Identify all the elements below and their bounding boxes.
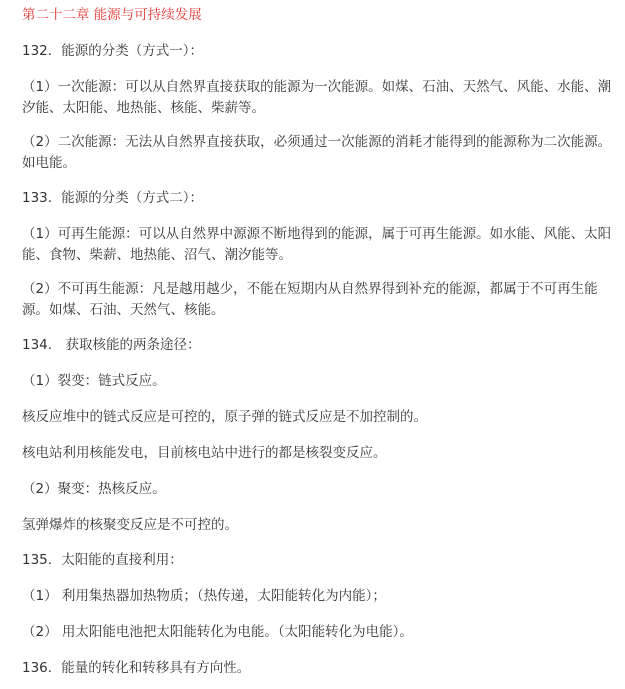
section-135-heading: 135．太阳能的直接利用： bbox=[22, 552, 183, 568]
solar-cell-paragraph: （2） 用太阳能电池把太阳能转化为电能。（太阳能转化为电能）。 bbox=[22, 624, 413, 640]
renewable-energy-paragraph: （1）可再生能源：可以从自然界中源源不断地得到的能源，属于可再生能源。如水能、风能、太阳能、食物、柴薪、地热能、沼气、潮汐能等。 bbox=[22, 226, 612, 263]
hydrogen-bomb-paragraph: 氢弹爆炸的核聚变反应是不可控的。 bbox=[22, 517, 238, 533]
nonrenewable-energy-paragraph: （2）不可再生能源：凡是越用越少，不能在短期内从自然界得到补充的能源，都属于不可再生能源。如煤、石油、天然气、核能。 bbox=[22, 281, 598, 318]
section-132-heading: 132．能源的分类（方式一）： bbox=[22, 43, 204, 59]
fusion-paragraph: （2）聚变：热核反应。 bbox=[22, 481, 166, 497]
chain-reaction-paragraph: 核反应堆中的链式反应是可控的，原子弹的链式反应是不加控制的。 bbox=[22, 409, 427, 425]
section-133-heading: 133．能源的分类（方式二）： bbox=[22, 190, 204, 206]
primary-energy-paragraph: （1）一次能源：可以从自然界直接获取的能源为一次能源。如煤、石油、天然气、风能、水能、潮汐能、太阳能、地热能、核能、柴薪等。 bbox=[22, 79, 612, 116]
chapter-title: 第二十二章 能源与可持续发展 bbox=[22, 7, 202, 23]
fission-paragraph: （1）裂变：链式反应。 bbox=[22, 373, 166, 389]
secondary-energy-paragraph: （2）二次能源：无法从自然界直接获取，必须通过一次能源的消耗才能得到的能源称为二次能源。如电能。 bbox=[22, 134, 612, 171]
nuclear-plant-paragraph: 核电站利用核能发电，目前核电站中进行的都是核裂变反应。 bbox=[22, 445, 387, 461]
section-134-heading: 134． 获取核能的两条途径： bbox=[22, 337, 201, 353]
section-136-heading: 136．能量的转化和转移具有方向性。 bbox=[22, 660, 251, 676]
solar-heater-paragraph: （1） 利用集热器加热物质；（热传递，太阳能转化为内能）； bbox=[22, 588, 386, 604]
